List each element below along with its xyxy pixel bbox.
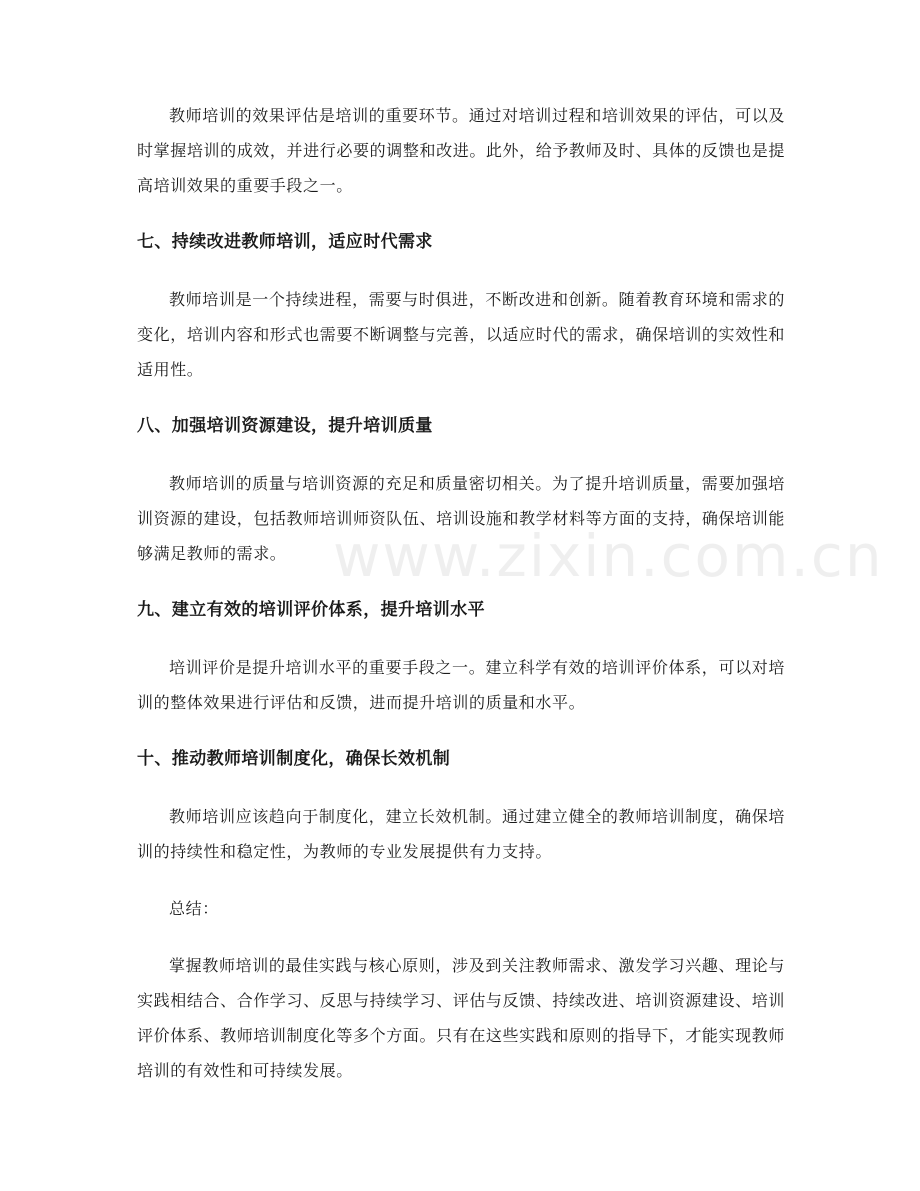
- watermark: www.zixin.com.cn: [333, 522, 884, 590]
- summary-paragraph: 掌握教师培训的最佳实践与核心原则，涉及到关注教师需求、激发学习兴趣、理论与实践相结合、合作学习、反思与持续学习、评估与反馈、持续改进、培训资源建设、培训评价体系、教师培训制度化等多个方面。只有在这些实践和原则的指导下，才能实现教师培训的有效性和可持续发展。: [137, 956, 785, 1080]
- paragraph-resources: 教师培训的质量与培训资源的充足和质量密切相关。为了提升培训质量，需要加强培训资源的建设，包括教师培训师资队伍、培训设施和教学材料等方面的支持，确保培训能够满足教师的需求。: [137, 474, 785, 563]
- paragraph-institutionalization: 教师培训应该趋向于制度化，建立长效机制。通过建立健全的教师培训制度，确保培训的持续性和稳定性，为教师的专业发展提供有力支持。: [137, 807, 785, 861]
- paragraph-continuous-improvement: 教师培训是一个持续进程，需要与时俱进，不断改进和创新。随着教育环境和需求的变化，培训内容和形式也需要不断调整与完善，以适应时代的需求，确保培训的实效性和适用性。: [137, 290, 785, 379]
- section-heading-9: 九、建立有效的培训评价体系，提升培训水平: [137, 600, 485, 620]
- section-heading-8: 八、加强培训资源建设，提升培训质量: [137, 416, 433, 436]
- summary-label: 总结：: [169, 899, 219, 918]
- document-body: [137, 98, 785, 1110]
- paragraph-evaluation: 教师培训的效果评估是培训的重要环节。通过对培训过程和培训效果的评估，可以及时掌握培训的成效，并进行必要的调整和改进。此外，给予教师及时、具体的反馈也是提高培训效果的重要手段之一。: [137, 106, 785, 195]
- section-heading-7: 七、持续改进教师培训，适应时代需求: [137, 232, 433, 252]
- paragraph-evaluation-system: 培训评价是提升培训水平的重要手段之一。建立科学有效的培训评价体系，可以对培训的整体效果进行评估和反馈，进而提升培训的质量和水平。: [137, 658, 785, 712]
- section-heading-10: 十、推动教师培训制度化，确保长效机制: [137, 749, 451, 769]
